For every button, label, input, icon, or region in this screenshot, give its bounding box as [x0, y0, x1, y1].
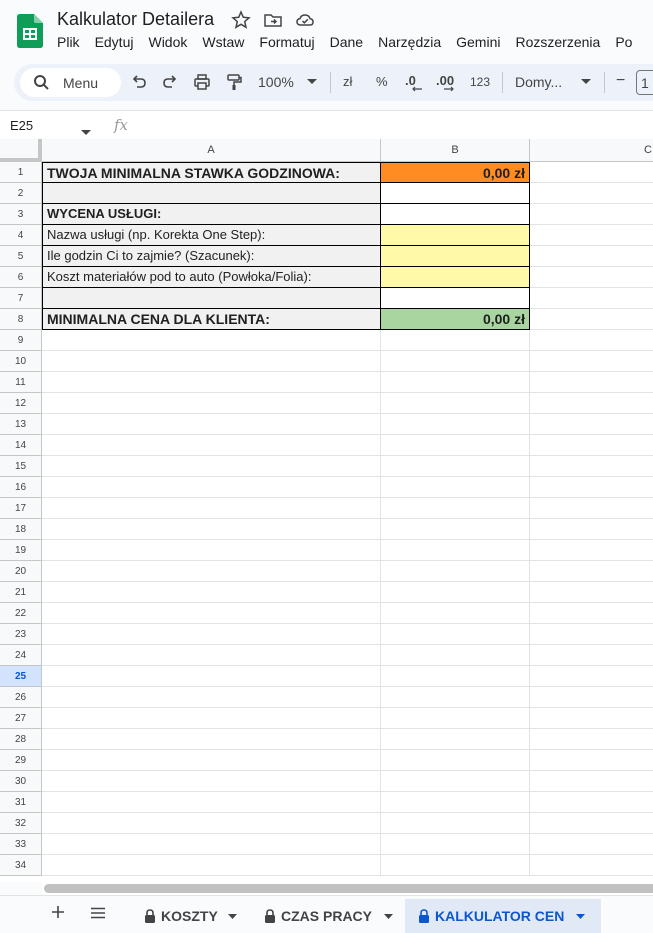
decrease-decimal-label: .0: [405, 73, 416, 88]
cell-a23[interactable]: [42, 624, 381, 645]
cell-a5[interactable]: Ile godzin Ci to zajmie? (Szacunek):: [42, 246, 381, 267]
cell-b3[interactable]: [381, 204, 530, 225]
print-icon[interactable]: [193, 73, 211, 91]
select-all-corner[interactable]: [0, 139, 42, 162]
column-header-b[interactable]: B: [381, 139, 530, 162]
cell-c12[interactable]: [530, 393, 653, 414]
menu-bar: [57, 34, 647, 54]
name-box[interactable]: E25: [10, 118, 34, 133]
table-row: [42, 288, 653, 309]
row-header-9[interactable]: 9: [0, 330, 42, 351]
column-header-a[interactable]: A: [42, 139, 381, 162]
menu-file[interactable]: Plik: [57, 34, 80, 50]
toolbar-divider: [604, 72, 605, 93]
cell-b32[interactable]: [381, 813, 530, 834]
menu-view[interactable]: Widok: [148, 34, 188, 50]
cell-c19[interactable]: [530, 540, 653, 561]
table-row: [42, 540, 653, 561]
cell-a34[interactable]: [42, 855, 381, 876]
table-row: [42, 561, 653, 582]
cell-a31[interactable]: [42, 792, 381, 813]
cell-a27[interactable]: [42, 708, 381, 729]
row-header-29[interactable]: 29: [0, 750, 42, 771]
cell-a13[interactable]: [42, 414, 381, 435]
chevron-down-icon[interactable]: [228, 914, 237, 919]
row-header-5[interactable]: 5: [0, 246, 42, 267]
cell-c16[interactable]: [530, 477, 653, 498]
star-icon[interactable]: [231, 10, 251, 30]
cell-c10[interactable]: [530, 351, 653, 372]
row-header-8[interactable]: 8: [0, 309, 42, 330]
table-row: [42, 477, 653, 498]
cell-a1[interactable]: TWOJA MINIMALNA STAWKA GODZINOWA:: [42, 162, 381, 183]
table-row: [42, 225, 653, 246]
cell-a14[interactable]: [42, 435, 381, 456]
cell-b23[interactable]: [381, 624, 530, 645]
cell-c7[interactable]: [530, 288, 653, 309]
menu-search-label: Menu: [63, 75, 99, 91]
horizontal-scrollbar-thumb[interactable]: [44, 884, 653, 893]
table-row: [42, 267, 653, 288]
arrow-left-icon: [411, 86, 423, 92]
cell-a8[interactable]: MINIMALNA CENA DLA KLIENTA:: [42, 309, 381, 330]
row-header-13[interactable]: 13: [0, 414, 42, 435]
menu-data[interactable]: Dane: [329, 34, 364, 50]
cell-a4[interactable]: Nazwa usługi (np. Korekta One Step):: [42, 225, 381, 246]
row-header-31[interactable]: 31: [0, 792, 42, 813]
cell-c23[interactable]: [530, 624, 653, 645]
table-row: [42, 687, 653, 708]
table-row: [42, 393, 653, 414]
row-header-4[interactable]: 4: [0, 225, 42, 246]
cell-b4[interactable]: [381, 225, 530, 246]
row-header-25[interactable]: 25: [0, 666, 42, 687]
cell-b9[interactable]: [381, 330, 530, 351]
percent-format-button[interactable]: %: [376, 74, 388, 89]
cell-b2[interactable]: [381, 183, 530, 204]
cell-a11[interactable]: [42, 372, 381, 393]
row-header-14[interactable]: 14: [0, 435, 42, 456]
cell-a3[interactable]: WYCENA USŁUGI:: [42, 204, 381, 225]
cell-a10[interactable]: [42, 351, 381, 372]
menu-tools[interactable]: Narzędzia: [378, 34, 442, 50]
table-row: [42, 498, 653, 519]
row-header-10[interactable]: 10: [0, 351, 42, 372]
row-header-7[interactable]: 7: [0, 288, 42, 309]
row-header-17[interactable]: 17: [0, 498, 42, 519]
cell-c14[interactable]: [530, 435, 653, 456]
cell-c8[interactable]: [530, 309, 653, 330]
row-header-20[interactable]: 20: [0, 561, 42, 582]
cell-a9[interactable]: [42, 330, 381, 351]
table-row: [42, 624, 653, 645]
menu-gemini[interactable]: Gemini: [456, 34, 501, 50]
table-row: [42, 666, 653, 687]
row-header-28[interactable]: 28: [0, 729, 42, 750]
currency-format-button[interactable]: zł: [343, 74, 353, 89]
cell-a26[interactable]: [42, 687, 381, 708]
cell-a17[interactable]: [42, 498, 381, 519]
cell-c29[interactable]: [530, 750, 653, 771]
row-header-23[interactable]: 23: [0, 624, 42, 645]
document-title[interactable]: Kalkulator Detailera: [57, 9, 215, 29]
cell-b6[interactable]: [381, 267, 530, 288]
font-dropdown-icon[interactable]: [581, 79, 591, 85]
row-header-11[interactable]: 11: [0, 372, 42, 393]
row-header-27[interactable]: 27: [0, 708, 42, 729]
cell-c34[interactable]: [530, 855, 653, 876]
sheet-tab-label: KOSZTY: [161, 908, 218, 924]
sheet-tab-czas-pracy[interactable]: [264, 899, 398, 933]
cell-b33[interactable]: [381, 834, 530, 855]
cell-b24[interactable]: [381, 645, 530, 666]
cell-b10[interactable]: [381, 351, 530, 372]
cell-a32[interactable]: [42, 813, 381, 834]
cell-b11[interactable]: [381, 372, 530, 393]
row-header-1[interactable]: 1: [0, 162, 42, 183]
toolbar-divider: [330, 72, 331, 93]
sheets-logo-icon[interactable]: [17, 14, 43, 48]
cell-c2[interactable]: [530, 183, 653, 204]
toolbar: [14, 64, 653, 101]
move-folder-icon[interactable]: [263, 10, 283, 30]
table-row: [42, 582, 653, 603]
table-row: [42, 771, 653, 792]
lock-icon: [418, 909, 430, 924]
row-header-18[interactable]: 18: [0, 519, 42, 540]
cell-b29[interactable]: [381, 750, 530, 771]
sheet-tab-kalkulator-cen[interactable]: [405, 899, 601, 933]
table-row: [42, 729, 653, 750]
cell-c25[interactable]: [530, 666, 653, 687]
cell-c9[interactable]: [530, 330, 653, 351]
cell-a16[interactable]: [42, 477, 381, 498]
cell-b13[interactable]: [381, 414, 530, 435]
row-header-24[interactable]: 24: [0, 645, 42, 666]
row-header-34[interactable]: 34: [0, 855, 42, 876]
row-header-16[interactable]: 16: [0, 477, 42, 498]
cell-c21[interactable]: [530, 582, 653, 603]
add-sheet-icon[interactable]: [51, 905, 65, 924]
cell-c13[interactable]: [530, 414, 653, 435]
cell-b20[interactable]: [381, 561, 530, 582]
cell-a29[interactable]: [42, 750, 381, 771]
lock-icon: [144, 909, 156, 924]
cell-a20[interactable]: [42, 561, 381, 582]
cell-b8[interactable]: 0,00 zł: [381, 309, 530, 330]
cell-c18[interactable]: [530, 519, 653, 540]
more-formats-button[interactable]: 123: [470, 75, 491, 89]
menu-extensions[interactable]: Rozszerzenia: [515, 34, 601, 50]
toolbar-divider: [502, 72, 503, 93]
cell-b25[interactable]: [381, 666, 530, 687]
table-row: [42, 813, 653, 834]
table-row: [42, 855, 653, 876]
search-icon: [33, 74, 50, 91]
cloud-status-icon[interactable]: [295, 10, 315, 30]
cell-c1[interactable]: [530, 162, 653, 183]
cell-c30[interactable]: [530, 771, 653, 792]
row-header-33[interactable]: 33: [0, 834, 42, 855]
cell-b15[interactable]: [381, 456, 530, 477]
lock-icon: [264, 909, 276, 924]
row-header-32[interactable]: 32: [0, 813, 42, 834]
cell-c11[interactable]: [530, 372, 653, 393]
all-sheets-icon[interactable]: [90, 906, 106, 924]
table-row: [42, 708, 653, 729]
table-row: [42, 519, 653, 540]
table-row: [42, 834, 653, 855]
cell-b27[interactable]: [381, 708, 530, 729]
cell-a2[interactable]: [42, 183, 381, 204]
redo-icon[interactable]: [161, 73, 179, 91]
cell-b16[interactable]: [381, 477, 530, 498]
sheet-tab-bar: [0, 895, 653, 932]
cell-c24[interactable]: [530, 645, 653, 666]
cell-a30[interactable]: [42, 771, 381, 792]
font-size-decrease-button[interactable]: −: [616, 72, 626, 89]
cell-b18[interactable]: [381, 519, 530, 540]
row-header-15[interactable]: 15: [0, 456, 42, 477]
zoom-dropdown-icon[interactable]: [307, 79, 317, 85]
table-row: [42, 330, 653, 351]
cell-a19[interactable]: [42, 540, 381, 561]
cell-c20[interactable]: [530, 561, 653, 582]
sheet-tab-label: KALKULATOR CEN: [435, 908, 565, 924]
horizontal-scrollbar[interactable]: [42, 881, 653, 895]
cell-a24[interactable]: [42, 645, 381, 666]
cell-c5[interactable]: [530, 246, 653, 267]
row-header-21[interactable]: 21: [0, 582, 42, 603]
arrow-right-icon: [443, 86, 455, 92]
cell-b14[interactable]: [381, 435, 530, 456]
cell-c27[interactable]: [530, 708, 653, 729]
cell-c28[interactable]: [530, 729, 653, 750]
zoom-value: 100%: [258, 74, 294, 90]
cell-a7[interactable]: [42, 288, 381, 309]
row-header-3[interactable]: 3: [0, 204, 42, 225]
sheet-tab-koszty[interactable]: [144, 899, 242, 933]
cell-b34[interactable]: [381, 855, 530, 876]
row-header-30[interactable]: 30: [0, 771, 42, 792]
row-header-22[interactable]: 22: [0, 603, 42, 624]
cell-b21[interactable]: [381, 582, 530, 603]
menu-help[interactable]: Po: [615, 34, 633, 50]
cell-c33[interactable]: [530, 834, 653, 855]
table-row: [42, 603, 653, 624]
cell-b19[interactable]: [381, 540, 530, 561]
table-row: [42, 372, 653, 393]
column-header-c[interactable]: C: [530, 139, 653, 162]
undo-icon[interactable]: [130, 73, 148, 91]
spreadsheet-grid[interactable]: [0, 139, 653, 882]
cell-a18[interactable]: [42, 519, 381, 540]
cell-c4[interactable]: [530, 225, 653, 246]
menu-insert[interactable]: Wstaw: [202, 34, 245, 50]
formula-bar: [0, 110, 653, 139]
table-row: [42, 435, 653, 456]
cell-a12[interactable]: [42, 393, 381, 414]
cell-c6[interactable]: [530, 267, 653, 288]
cell-c32[interactable]: [530, 813, 653, 834]
cell-c22[interactable]: [530, 603, 653, 624]
table-row: [42, 792, 653, 813]
cell-b31[interactable]: [381, 792, 530, 813]
title-bar: [0, 0, 653, 62]
table-row: [42, 456, 653, 477]
cell-a6[interactable]: Koszt materiałów pod to auto (Powłoka/Folia):: [42, 267, 381, 288]
table-row: [42, 183, 653, 204]
function-icon: fx: [114, 116, 129, 134]
cell-b7[interactable]: [381, 288, 530, 309]
chevron-down-icon[interactable]: [576, 914, 585, 919]
cell-c26[interactable]: [530, 687, 653, 708]
cell-c15[interactable]: [530, 456, 653, 477]
sheet-tab-label: CZAS PRACY: [281, 908, 373, 924]
menu-format[interactable]: Formatuj: [259, 34, 315, 50]
cell-a25[interactable]: [42, 666, 381, 687]
cell-c17[interactable]: [530, 498, 653, 519]
cell-c31[interactable]: [530, 792, 653, 813]
table-row: [42, 351, 653, 372]
cell-a28[interactable]: [42, 729, 381, 750]
row-header-2[interactable]: 2: [0, 183, 42, 204]
table-row: [42, 750, 653, 771]
cell-a33[interactable]: [42, 834, 381, 855]
row-header-12[interactable]: 12: [0, 393, 42, 414]
menu-edit[interactable]: Edytuj: [94, 34, 134, 50]
cell-b12[interactable]: [381, 393, 530, 414]
paint-format-icon[interactable]: [225, 73, 243, 91]
table-row: [42, 309, 653, 330]
table-row: [42, 414, 653, 435]
table-row: [42, 162, 653, 183]
cell-b5[interactable]: [381, 246, 530, 267]
row-header-6[interactable]: 6: [0, 267, 42, 288]
zoom-select[interactable]: [258, 74, 294, 90]
cell-b1[interactable]: 0,00 zł: [381, 162, 530, 183]
cell-b17[interactable]: [381, 498, 530, 519]
cell-a15[interactable]: [42, 456, 381, 477]
cell-b22[interactable]: [381, 603, 530, 624]
font-select[interactable]: Domy...: [515, 74, 563, 90]
table-row: [42, 645, 653, 666]
cell-b26[interactable]: [381, 687, 530, 708]
table-row: [42, 204, 653, 225]
cell-b30[interactable]: [381, 771, 530, 792]
cell-c3[interactable]: [530, 204, 653, 225]
increase-decimal-label: .00: [436, 73, 455, 88]
font-size-input[interactable]: 1: [636, 70, 653, 95]
cell-b28[interactable]: [381, 729, 530, 750]
table-row: [42, 246, 653, 267]
menu-search-button[interactable]: [20, 68, 121, 97]
row-header-26[interactable]: 26: [0, 687, 42, 708]
cell-a21[interactable]: [42, 582, 381, 603]
row-header-19[interactable]: 19: [0, 540, 42, 561]
cell-a22[interactable]: [42, 603, 381, 624]
chevron-down-icon[interactable]: [384, 914, 393, 919]
